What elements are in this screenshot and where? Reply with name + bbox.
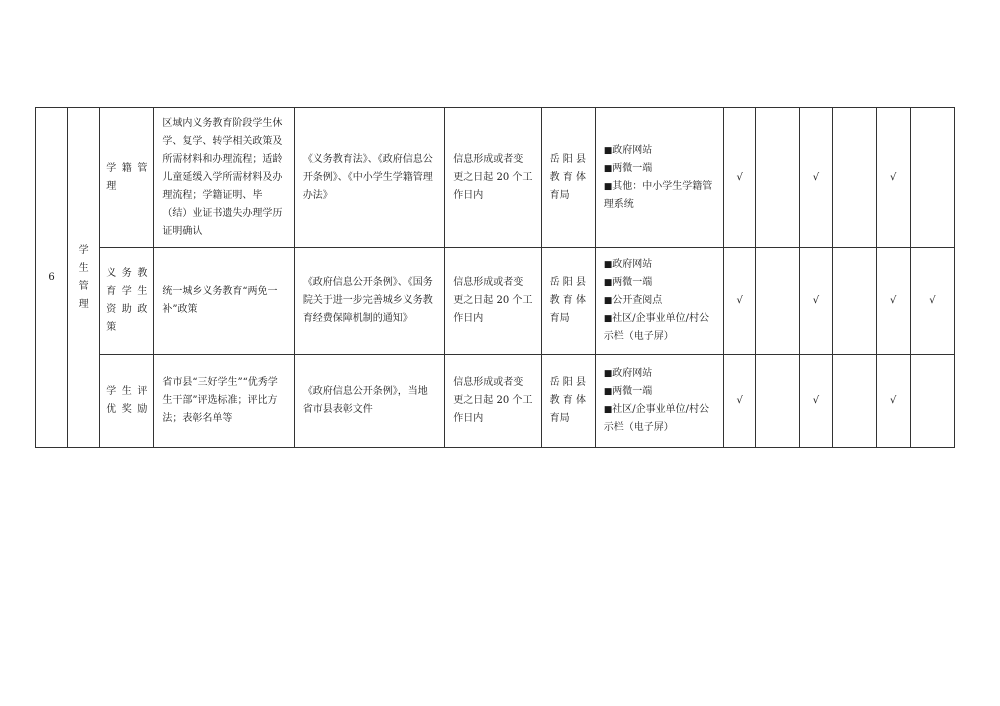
check-cell: [832, 355, 876, 448]
channel-item: [604, 365, 715, 383]
subject-cell: 岳 阳 县 教 育 体 育局: [541, 248, 595, 355]
channel-item: [604, 310, 715, 346]
channel-cell: [595, 108, 723, 248]
basis-cell: 《政府信息公开条例》，当地省市县表彰文件: [294, 355, 444, 448]
check-cell: [724, 355, 756, 448]
channel-item: [604, 142, 715, 160]
check-mark-icon: √: [736, 171, 743, 183]
square-bullet-icon: ■: [603, 314, 613, 324]
channel-item: [604, 292, 715, 310]
channel-item: [604, 256, 715, 274]
content-cell: 统一城乡义务教育“两免一补”政策: [154, 248, 294, 355]
check-cell: [910, 248, 954, 355]
item-line: 策: [106, 322, 117, 333]
channel-text: 公开查阅点: [612, 295, 663, 306]
item-line: 育 学 生: [106, 286, 148, 297]
check-cell: [800, 355, 832, 448]
square-bullet-icon: ■: [603, 163, 613, 174]
square-bullet-icon: ■: [603, 369, 613, 379]
channel-cell: [595, 355, 723, 448]
item-cell: [100, 248, 154, 355]
check-cell: [756, 108, 800, 248]
time-cell: 信息形成或者变更之日起 20 个工作日内: [445, 108, 541, 248]
check-cell: [832, 108, 876, 248]
channel-text: 政府网站: [612, 259, 653, 270]
channel-text: 其他：中小学生学籍管理系统: [603, 180, 713, 210]
check-mark-icon: √: [736, 395, 743, 406]
channel-item: [604, 401, 715, 437]
channel-item: [604, 160, 715, 178]
item-line: 义 务 教: [106, 268, 148, 279]
check-cell: [724, 108, 756, 248]
square-bullet-icon: ■: [603, 296, 613, 306]
item-line: 资 助 政: [106, 304, 148, 315]
basis-cell: 《义务教育法》、《政府信息公开条例》、《中小学生学籍管理办法》: [294, 108, 444, 248]
channel-text: 政府网站: [612, 368, 653, 379]
check-cell: [876, 248, 910, 355]
check-cell: [756, 248, 800, 355]
item-cell: [100, 108, 154, 248]
basis-cell: 《政府信息公开条例》、《国务院关于进一步完善城乡义务教育经费保障机制的通知》: [294, 248, 444, 355]
channel-item: [604, 178, 715, 214]
check-mark-icon: √: [890, 395, 897, 406]
channel-text: 社区/企事业单位/村公示栏（电子屏）: [603, 313, 710, 342]
check-mark-icon: √: [890, 295, 897, 306]
square-bullet-icon: ■: [603, 405, 613, 415]
square-bullet-icon: ■: [603, 387, 613, 397]
channel-text: 两微一端: [612, 277, 653, 288]
check-cell: [800, 248, 832, 355]
category-cell: [68, 108, 100, 448]
check-mark-icon: √: [929, 295, 936, 306]
check-mark-icon: √: [736, 295, 743, 306]
check-cell: [876, 108, 910, 248]
item-line: 优奖励: [106, 404, 148, 415]
check-mark-icon: √: [812, 171, 820, 183]
check-mark-icon: √: [812, 395, 820, 406]
time-cell: 信息形成或者变更之日起 20 个工作日内: [445, 355, 541, 448]
subject-cell: 岳 阳 县 教 育 体 育局: [541, 108, 595, 248]
table-row: [36, 108, 955, 248]
square-bullet-icon: ■: [603, 181, 613, 192]
check-cell: [876, 355, 910, 448]
square-bullet-icon: ■: [603, 145, 613, 156]
table-row: [36, 248, 955, 355]
check-cell: [910, 355, 954, 448]
time-cell: 信息形成或者变更之日起 20 个工作日内: [445, 248, 541, 355]
item-line: 理: [106, 180, 117, 192]
subject-cell: 岳 阳 县 教 育 体 育局: [541, 355, 595, 448]
square-bullet-icon: ■: [603, 260, 613, 270]
check-cell: [756, 355, 800, 448]
check-cell: [724, 248, 756, 355]
channel-item: [604, 383, 715, 401]
category-label: 学生管理: [78, 244, 89, 310]
row-index: 6: [48, 271, 55, 283]
check-cell: [800, 108, 832, 248]
channel-item: [604, 274, 715, 292]
check-cell: [832, 248, 876, 355]
square-bullet-icon: ■: [603, 278, 613, 288]
check-mark-icon: √: [812, 295, 820, 306]
table-row: [36, 355, 955, 448]
item-line: 学 籍 管: [106, 162, 148, 174]
channel-text: 两微一端: [612, 386, 653, 397]
check-cell: [910, 108, 954, 248]
disclosure-table: [35, 107, 955, 448]
check-mark-icon: √: [890, 171, 897, 183]
channel-text: 社区/企事业单位/村公示栏（电子屏）: [603, 404, 710, 433]
item-line: 学 生 评: [106, 386, 148, 397]
content-cell: 区域内义务教育阶段学生休学、复学、转学相关政策及所需材料和办理流程；适龄儿童延缓入学所需材料及办理流程；学籍证明、毕（结）业证书遗失办理学历证明确认: [154, 108, 294, 248]
content-cell: 省市县“三好学生”“优秀学生干部”评选标准；评比方法；表彰名单等: [154, 355, 294, 448]
item-cell: [100, 355, 154, 448]
channel-cell: [595, 248, 723, 355]
channel-text: 政府网站: [612, 144, 653, 156]
channel-text: 两微一端: [612, 162, 653, 174]
row-index-cell: [36, 108, 68, 448]
